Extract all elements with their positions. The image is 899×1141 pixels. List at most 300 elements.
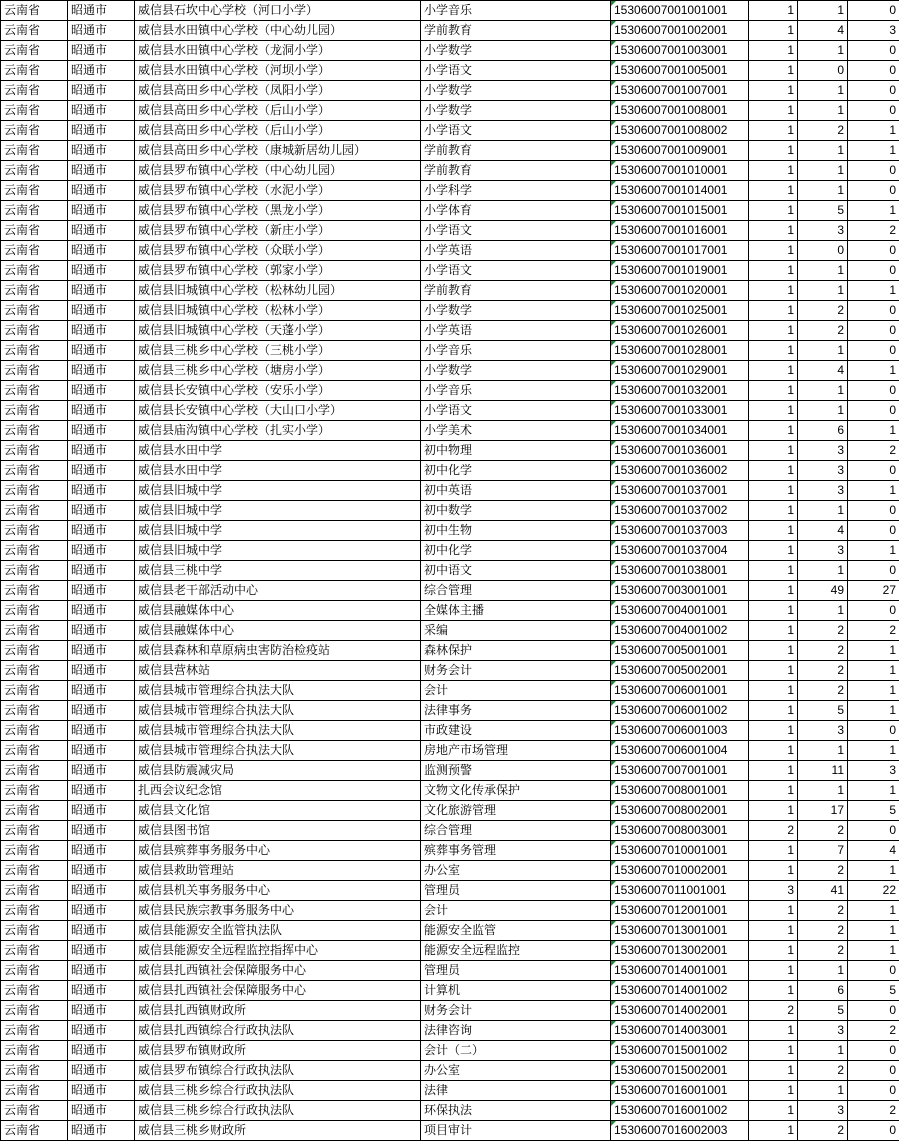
unit-name-cell: 威信县融媒体中心 <box>135 601 421 621</box>
approved-cell: 0 <box>848 81 899 101</box>
position-code-cell: 15306007001010001 <box>611 161 749 181</box>
position-cell: 能源安全远程监控 <box>421 941 611 961</box>
unit-name-cell: 扎西会议纪念馆 <box>135 781 421 801</box>
position-cell: 小学语文 <box>421 121 611 141</box>
position-cell: 学前教育 <box>421 21 611 41</box>
approved-cell: 0 <box>848 401 899 421</box>
position-code-cell: 15306007001029001 <box>611 361 749 381</box>
unit-name-cell: 威信县罗布镇财政所 <box>135 1041 421 1061</box>
province-cell: 云南省 <box>1 921 68 941</box>
position-code-cell: 15306007006001002 <box>611 701 749 721</box>
province-cell: 云南省 <box>1 321 68 341</box>
applicants-cell: 2 <box>798 301 848 321</box>
province-cell: 云南省 <box>1 1121 68 1141</box>
applicants-cell: 2 <box>798 941 848 961</box>
table-row <box>1 41 899 61</box>
position-code-cell: 15306007001008002 <box>611 121 749 141</box>
unit-name-cell: 威信县营林站 <box>135 661 421 681</box>
table-row <box>1 621 899 641</box>
table-row <box>1 121 899 141</box>
position-cell: 小学科学 <box>421 181 611 201</box>
applicants-cell: 2 <box>798 641 848 661</box>
city-cell: 昭通市 <box>68 121 135 141</box>
province-cell: 云南省 <box>1 301 68 321</box>
province-cell: 云南省 <box>1 141 68 161</box>
table-row <box>1 701 899 721</box>
position-cell: 初中数学 <box>421 501 611 521</box>
quota-cell: 1 <box>749 841 798 861</box>
province-cell: 云南省 <box>1 541 68 561</box>
position-code-cell: 15306007001007001 <box>611 81 749 101</box>
applicants-cell: 1 <box>798 161 848 181</box>
position-code-cell: 15306007016001002 <box>611 1101 749 1121</box>
approved-cell: 0 <box>848 321 899 341</box>
quota-cell: 1 <box>749 621 798 641</box>
approved-cell: 2 <box>848 1021 899 1041</box>
quota-cell: 1 <box>749 221 798 241</box>
quota-cell: 1 <box>749 441 798 461</box>
province-cell: 云南省 <box>1 681 68 701</box>
unit-name-cell: 威信县扎西镇社会保障服务中心 <box>135 961 421 981</box>
applicants-cell: 11 <box>798 761 848 781</box>
position-cell: 房地产市场管理 <box>421 741 611 761</box>
city-cell: 昭通市 <box>68 441 135 461</box>
unit-name-cell: 威信县水田中学 <box>135 461 421 481</box>
applicants-cell: 2 <box>798 1061 848 1081</box>
applicants-cell: 3 <box>798 721 848 741</box>
quota-cell: 1 <box>749 1081 798 1101</box>
city-cell: 昭通市 <box>68 521 135 541</box>
applicants-cell: 7 <box>798 841 848 861</box>
city-cell: 昭通市 <box>68 1061 135 1081</box>
approved-cell: 1 <box>848 781 899 801</box>
approved-cell: 1 <box>848 701 899 721</box>
province-cell: 云南省 <box>1 1021 68 1041</box>
city-cell: 昭通市 <box>68 401 135 421</box>
quota-cell: 1 <box>749 41 798 61</box>
unit-name-cell: 威信县旧城镇中心学校（松林小学） <box>135 301 421 321</box>
quota-cell: 1 <box>749 601 798 621</box>
position-code-cell: 15306007013001001 <box>611 921 749 941</box>
position-cell: 财务会计 <box>421 661 611 681</box>
unit-name-cell: 威信县旧城镇中心学校（天蓬小学） <box>135 321 421 341</box>
position-cell: 法律咨询 <box>421 1021 611 1041</box>
city-cell: 昭通市 <box>68 481 135 501</box>
quota-cell: 1 <box>749 1101 798 1121</box>
table-row <box>1 441 899 461</box>
table-row <box>1 901 899 921</box>
city-cell: 昭通市 <box>68 1001 135 1021</box>
city-cell: 昭通市 <box>68 461 135 481</box>
province-cell: 云南省 <box>1 1081 68 1101</box>
position-cell: 文物文化传承保护 <box>421 781 611 801</box>
position-cell: 环保执法 <box>421 1101 611 1121</box>
city-cell: 昭通市 <box>68 81 135 101</box>
approved-cell: 1 <box>848 861 899 881</box>
unit-name-cell: 威信县水田镇中心学校（河坝小学） <box>135 61 421 81</box>
table-row <box>1 661 899 681</box>
table-row <box>1 1 899 21</box>
position-cell: 学前教育 <box>421 281 611 301</box>
province-cell: 云南省 <box>1 841 68 861</box>
quota-cell: 1 <box>749 161 798 181</box>
quota-cell: 1 <box>749 21 798 41</box>
quota-cell: 1 <box>749 901 798 921</box>
province-cell: 云南省 <box>1 401 68 421</box>
table-row <box>1 761 899 781</box>
position-cell: 综合管理 <box>421 821 611 841</box>
applicants-cell: 2 <box>798 121 848 141</box>
approved-cell: 0 <box>848 101 899 121</box>
unit-name-cell: 威信县罗布镇中心学校（中心幼儿园） <box>135 161 421 181</box>
table-row <box>1 1021 899 1041</box>
applicants-cell: 1 <box>798 781 848 801</box>
table-row <box>1 601 899 621</box>
quota-cell: 1 <box>749 81 798 101</box>
city-cell: 昭通市 <box>68 581 135 601</box>
position-cell: 办公室 <box>421 861 611 881</box>
city-cell: 昭通市 <box>68 721 135 741</box>
table-row <box>1 541 899 561</box>
position-code-cell: 15306007001008001 <box>611 101 749 121</box>
position-code-cell: 15306007001037004 <box>611 541 749 561</box>
position-cell: 小学数学 <box>421 41 611 61</box>
position-cell: 计算机 <box>421 981 611 1001</box>
quota-cell: 1 <box>749 501 798 521</box>
position-cell: 管理员 <box>421 881 611 901</box>
province-cell: 云南省 <box>1 941 68 961</box>
applicants-cell: 2 <box>798 921 848 941</box>
approved-cell: 0 <box>848 301 899 321</box>
position-code-cell: 15306007006001001 <box>611 681 749 701</box>
position-cell: 小学语文 <box>421 221 611 241</box>
applicants-cell: 49 <box>798 581 848 601</box>
position-code-cell: 15306007010002001 <box>611 861 749 881</box>
city-cell: 昭通市 <box>68 841 135 861</box>
quota-cell: 1 <box>749 761 798 781</box>
quota-cell: 1 <box>749 801 798 821</box>
approved-cell: 0 <box>848 161 899 181</box>
unit-name-cell: 威信县老干部活动中心 <box>135 581 421 601</box>
applicants-cell: 3 <box>798 221 848 241</box>
position-code-cell: 15306007016001001 <box>611 1081 749 1101</box>
position-cell: 森林保护 <box>421 641 611 661</box>
unit-name-cell: 威信县三桃乡财政所 <box>135 1121 421 1141</box>
table-row <box>1 561 899 581</box>
applicants-cell: 1 <box>798 81 848 101</box>
unit-name-cell: 威信县扎西镇综合行政执法队 <box>135 1021 421 1041</box>
province-cell: 云南省 <box>1 481 68 501</box>
table-row <box>1 261 899 281</box>
position-cell: 管理员 <box>421 961 611 981</box>
position-cell: 小学音乐 <box>421 381 611 401</box>
position-cell: 小学体育 <box>421 201 611 221</box>
position-code-cell: 15306007015002001 <box>611 1061 749 1081</box>
quota-cell: 1 <box>749 141 798 161</box>
applicants-cell: 1 <box>798 41 848 61</box>
quota-cell: 1 <box>749 401 798 421</box>
quota-cell: 1 <box>749 201 798 221</box>
position-code-cell: 15306007012001001 <box>611 901 749 921</box>
quota-cell: 1 <box>749 361 798 381</box>
quota-cell: 1 <box>749 981 798 1001</box>
unit-name-cell: 威信县森林和草原病虫害防治检疫站 <box>135 641 421 661</box>
applicants-cell: 3 <box>798 541 848 561</box>
position-cell: 会计 <box>421 681 611 701</box>
unit-name-cell: 威信县旧城镇中心学校（松林幼儿园） <box>135 281 421 301</box>
table-row <box>1 1001 899 1021</box>
province-cell: 云南省 <box>1 961 68 981</box>
unit-name-cell: 威信县能源安全远程监控指挥中心 <box>135 941 421 961</box>
position-code-cell: 15306007011001001 <box>611 881 749 901</box>
applicants-cell: 5 <box>798 1001 848 1021</box>
city-cell: 昭通市 <box>68 621 135 641</box>
table-row <box>1 401 899 421</box>
quota-cell: 1 <box>749 321 798 341</box>
province-cell: 云南省 <box>1 781 68 801</box>
position-code-cell: 15306007001017001 <box>611 241 749 261</box>
applicants-cell: 4 <box>798 361 848 381</box>
province-cell: 云南省 <box>1 181 68 201</box>
approved-cell: 1 <box>848 281 899 301</box>
applicants-cell: 1 <box>798 741 848 761</box>
approved-cell: 0 <box>848 61 899 81</box>
province-cell: 云南省 <box>1 761 68 781</box>
position-cell: 采编 <box>421 621 611 641</box>
quota-cell: 1 <box>749 281 798 301</box>
table-row <box>1 861 899 881</box>
city-cell: 昭通市 <box>68 21 135 41</box>
position-cell: 初中化学 <box>421 461 611 481</box>
city-cell: 昭通市 <box>68 981 135 1001</box>
applicants-cell: 3 <box>798 1101 848 1121</box>
position-code-cell: 15306007001037001 <box>611 481 749 501</box>
unit-name-cell: 威信县防震减灾局 <box>135 761 421 781</box>
city-cell: 昭通市 <box>68 221 135 241</box>
table-row <box>1 61 899 81</box>
applicants-cell: 1 <box>798 401 848 421</box>
province-cell: 云南省 <box>1 801 68 821</box>
quota-cell: 1 <box>749 641 798 661</box>
position-cell: 学前教育 <box>421 161 611 181</box>
unit-name-cell: 威信县高田乡中心学校（凤阳小学） <box>135 81 421 101</box>
table-body <box>1 1 899 1141</box>
unit-name-cell: 威信县扎西镇财政所 <box>135 1001 421 1021</box>
quota-cell: 1 <box>749 781 798 801</box>
table-row <box>1 941 899 961</box>
province-cell: 云南省 <box>1 461 68 481</box>
approved-cell: 1 <box>848 921 899 941</box>
position-cell: 市政建设 <box>421 721 611 741</box>
city-cell: 昭通市 <box>68 641 135 661</box>
table-row <box>1 821 899 841</box>
city-cell: 昭通市 <box>68 161 135 181</box>
applicants-cell: 1 <box>798 341 848 361</box>
position-code-cell: 15306007001037003 <box>611 521 749 541</box>
province-cell: 云南省 <box>1 521 68 541</box>
province-cell: 云南省 <box>1 901 68 921</box>
quota-cell: 1 <box>749 121 798 141</box>
approved-cell: 0 <box>848 961 899 981</box>
province-cell: 云南省 <box>1 1001 68 1021</box>
quota-cell: 1 <box>749 301 798 321</box>
position-cell: 监测预警 <box>421 761 611 781</box>
position-code-cell: 15306007016002003 <box>611 1121 749 1141</box>
city-cell: 昭通市 <box>68 1101 135 1121</box>
province-cell: 云南省 <box>1 361 68 381</box>
position-code-cell: 15306007001033001 <box>611 401 749 421</box>
table-row <box>1 321 899 341</box>
approved-cell: 3 <box>848 21 899 41</box>
city-cell: 昭通市 <box>68 1041 135 1061</box>
applicants-cell: 1 <box>798 101 848 121</box>
approved-cell: 0 <box>848 41 899 61</box>
position-code-cell: 15306007001009001 <box>611 141 749 161</box>
province-cell: 云南省 <box>1 881 68 901</box>
position-cell: 小学美术 <box>421 421 611 441</box>
position-code-cell: 15306007001034001 <box>611 421 749 441</box>
applicants-cell: 0 <box>798 61 848 81</box>
approved-cell: 2 <box>848 221 899 241</box>
position-code-cell: 15306007001019001 <box>611 261 749 281</box>
position-cell: 小学语文 <box>421 61 611 81</box>
quota-cell: 1 <box>749 741 798 761</box>
position-code-cell: 15306007001038001 <box>611 561 749 581</box>
approved-cell: 1 <box>848 661 899 681</box>
table-row <box>1 581 899 601</box>
city-cell: 昭通市 <box>68 821 135 841</box>
applicants-cell: 1 <box>798 961 848 981</box>
table-row <box>1 1041 899 1061</box>
unit-name-cell: 威信县文化馆 <box>135 801 421 821</box>
approved-cell: 1 <box>848 361 899 381</box>
applicants-cell: 2 <box>798 861 848 881</box>
unit-name-cell: 威信县高田乡中心学校（后山小学） <box>135 121 421 141</box>
table-row <box>1 721 899 741</box>
approved-cell: 1 <box>848 641 899 661</box>
quota-cell: 1 <box>749 941 798 961</box>
approved-cell: 0 <box>848 1001 899 1021</box>
city-cell: 昭通市 <box>68 181 135 201</box>
quota-cell: 2 <box>749 1001 798 1021</box>
table-row <box>1 921 899 941</box>
position-code-cell: 15306007001015001 <box>611 201 749 221</box>
applicants-cell: 2 <box>798 1121 848 1141</box>
unit-name-cell: 威信县机关事务服务中心 <box>135 881 421 901</box>
approved-cell: 0 <box>848 521 899 541</box>
unit-name-cell: 威信县长安镇中心学校（大山口小学） <box>135 401 421 421</box>
applicants-cell: 4 <box>798 21 848 41</box>
table-row <box>1 241 899 261</box>
applicants-cell: 2 <box>798 321 848 341</box>
approved-cell: 1 <box>848 481 899 501</box>
province-cell: 云南省 <box>1 621 68 641</box>
position-code-cell: 15306007005002001 <box>611 661 749 681</box>
position-code-cell: 15306007001020001 <box>611 281 749 301</box>
city-cell: 昭通市 <box>68 681 135 701</box>
position-code-cell: 15306007001028001 <box>611 341 749 361</box>
applicants-cell: 5 <box>798 701 848 721</box>
province-cell: 云南省 <box>1 281 68 301</box>
table-row <box>1 1101 899 1121</box>
position-cell: 小学语文 <box>421 401 611 421</box>
unit-name-cell: 威信县罗布镇中心学校（众联小学） <box>135 241 421 261</box>
quota-cell: 2 <box>749 821 798 841</box>
position-code-cell: 15306007001016001 <box>611 221 749 241</box>
city-cell: 昭通市 <box>68 1081 135 1101</box>
table-row <box>1 461 899 481</box>
unit-name-cell: 威信县三桃乡综合行政执法队 <box>135 1081 421 1101</box>
quota-cell: 1 <box>749 1061 798 1081</box>
applicants-cell: 3 <box>798 441 848 461</box>
unit-name-cell: 威信县图书馆 <box>135 821 421 841</box>
quota-cell: 1 <box>749 561 798 581</box>
province-cell: 云南省 <box>1 101 68 121</box>
approved-cell: 1 <box>848 141 899 161</box>
table-row <box>1 281 899 301</box>
applicants-cell: 3 <box>798 461 848 481</box>
quota-cell: 1 <box>749 381 798 401</box>
province-cell: 云南省 <box>1 561 68 581</box>
table-row <box>1 801 899 821</box>
table-row <box>1 301 899 321</box>
quota-cell: 1 <box>749 241 798 261</box>
quota-cell: 1 <box>749 181 798 201</box>
approved-cell: 1 <box>848 901 899 921</box>
quota-cell: 1 <box>749 681 798 701</box>
table-row <box>1 981 899 1001</box>
unit-name-cell: 威信县石坎中心学校（河口小学） <box>135 1 421 21</box>
quota-cell: 1 <box>749 541 798 561</box>
applicants-cell: 1 <box>798 1 848 21</box>
quota-cell: 1 <box>749 701 798 721</box>
position-cell: 初中英语 <box>421 481 611 501</box>
city-cell: 昭通市 <box>68 601 135 621</box>
table-row <box>1 841 899 861</box>
quota-cell: 1 <box>749 261 798 281</box>
city-cell: 昭通市 <box>68 501 135 521</box>
table-row <box>1 481 899 501</box>
province-cell: 云南省 <box>1 601 68 621</box>
unit-name-cell: 威信县旧城中学 <box>135 501 421 521</box>
quota-cell: 1 <box>749 521 798 541</box>
approved-cell: 0 <box>848 1121 899 1141</box>
quota-cell: 1 <box>749 961 798 981</box>
unit-name-cell: 威信县殡葬事务服务中心 <box>135 841 421 861</box>
city-cell: 昭通市 <box>68 101 135 121</box>
city-cell: 昭通市 <box>68 561 135 581</box>
province-cell: 云南省 <box>1 1 68 21</box>
table-row <box>1 421 899 441</box>
city-cell: 昭通市 <box>68 61 135 81</box>
table-row <box>1 781 899 801</box>
approved-cell: 1 <box>848 741 899 761</box>
position-cell: 全媒体主播 <box>421 601 611 621</box>
approved-cell: 0 <box>848 341 899 361</box>
unit-name-cell: 威信县城市管理综合执法大队 <box>135 701 421 721</box>
position-code-cell: 15306007001026001 <box>611 321 749 341</box>
city-cell: 昭通市 <box>68 261 135 281</box>
unit-name-cell: 威信县城市管理综合执法大队 <box>135 721 421 741</box>
city-cell: 昭通市 <box>68 541 135 561</box>
approved-cell: 0 <box>848 601 899 621</box>
quota-cell: 1 <box>749 921 798 941</box>
city-cell: 昭通市 <box>68 141 135 161</box>
position-code-cell: 15306007001036002 <box>611 461 749 481</box>
applicants-cell: 1 <box>798 181 848 201</box>
unit-name-cell: 威信县融媒体中心 <box>135 621 421 641</box>
approved-cell: 0 <box>848 241 899 261</box>
